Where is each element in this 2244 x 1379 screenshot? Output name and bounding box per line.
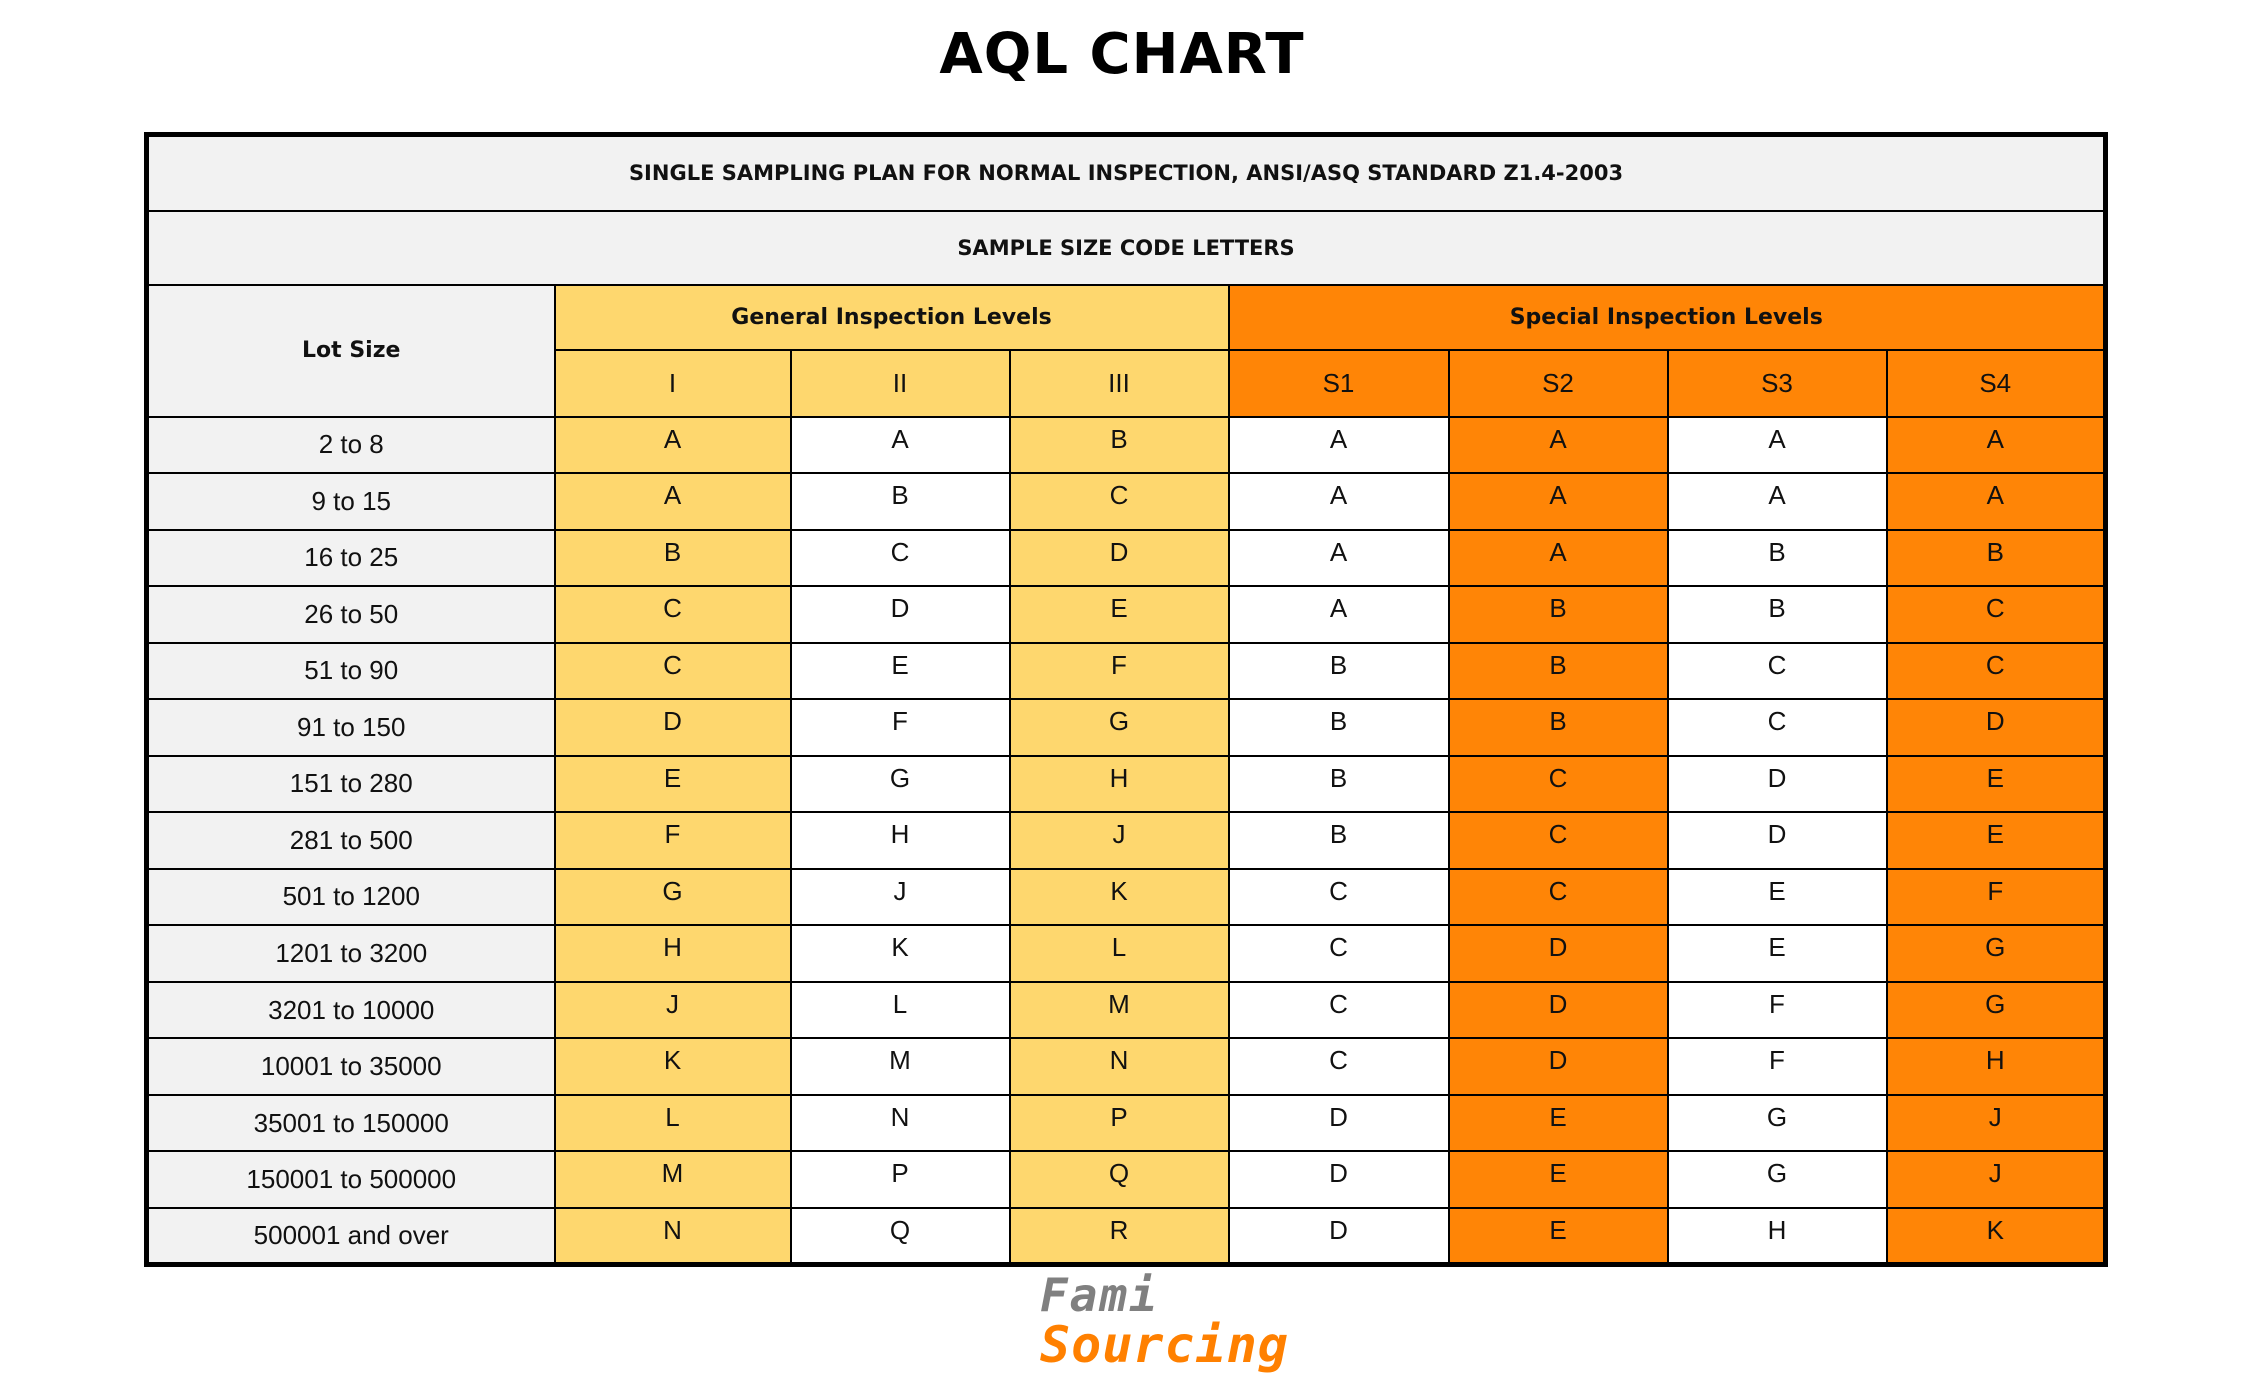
code-letter-cell: D bbox=[1668, 756, 1887, 813]
code-letter-cell: Q bbox=[1010, 1151, 1229, 1208]
code-letter-cell: H bbox=[1668, 1208, 1887, 1265]
code-letter-cell: M bbox=[1010, 982, 1229, 1039]
code-letter-cell: B bbox=[1668, 586, 1887, 643]
lot-size-cell: 35001 to 150000 bbox=[147, 1095, 555, 1152]
code-letter-cell: F bbox=[555, 812, 791, 869]
code-letter-cell: D bbox=[1229, 1095, 1449, 1152]
code-letter-cell: K bbox=[1887, 1208, 2106, 1265]
level-header-s3: S3 bbox=[1668, 350, 1887, 416]
code-letter-cell: P bbox=[1010, 1095, 1229, 1152]
code-letter-cell: N bbox=[791, 1095, 1010, 1152]
lot-size-cell: 51 to 90 bbox=[147, 643, 555, 700]
code-letter-cell: D bbox=[1449, 925, 1668, 982]
code-letter-cell: J bbox=[1010, 812, 1229, 869]
code-letter-cell: G bbox=[1010, 699, 1229, 756]
code-letter-cell: E bbox=[1449, 1151, 1668, 1208]
code-letter-cell: P bbox=[791, 1151, 1010, 1208]
code-letter-cell: M bbox=[791, 1038, 1010, 1095]
code-letter-cell: B bbox=[1010, 417, 1229, 474]
code-letter-cell: G bbox=[1668, 1151, 1887, 1208]
code-letter-cell: B bbox=[1229, 756, 1449, 813]
level-header-s4: S4 bbox=[1887, 350, 2106, 416]
general-levels-header: General Inspection Levels bbox=[555, 285, 1229, 350]
code-letter-cell: J bbox=[1887, 1151, 2106, 1208]
code-letter-cell: A bbox=[555, 473, 791, 530]
table-row bbox=[147, 643, 2106, 700]
code-letter-cell: C bbox=[1229, 925, 1449, 982]
code-letter-cell: Q bbox=[791, 1208, 1010, 1265]
code-letter-cell: A bbox=[791, 417, 1010, 474]
code-letter-cell: H bbox=[1887, 1038, 2106, 1095]
code-letter-cell: D bbox=[1887, 699, 2106, 756]
table-row bbox=[147, 586, 2106, 643]
lot-size-cell: 281 to 500 bbox=[147, 812, 555, 869]
code-letter-cell: C bbox=[555, 586, 791, 643]
code-letter-cell: A bbox=[1229, 417, 1449, 474]
code-letter-cell: E bbox=[1668, 869, 1887, 926]
table-row bbox=[147, 1095, 2106, 1152]
code-letter-cell: G bbox=[1668, 1095, 1887, 1152]
level-header-i: I bbox=[555, 350, 791, 416]
code-letter-cell: A bbox=[1229, 530, 1449, 587]
lot-size-cell: 500001 and over bbox=[147, 1208, 555, 1265]
code-letter-cell: B bbox=[1449, 643, 1668, 700]
code-letter-cell: C bbox=[1229, 869, 1449, 926]
code-letter-cell: N bbox=[1010, 1038, 1229, 1095]
code-letter-cell: C bbox=[1449, 812, 1668, 869]
code-letter-cell: J bbox=[555, 982, 791, 1039]
code-letter-cell: C bbox=[1449, 869, 1668, 926]
code-letter-cell: B bbox=[1229, 699, 1449, 756]
code-letter-cell: C bbox=[555, 643, 791, 700]
code-letter-cell: F bbox=[1668, 982, 1887, 1039]
code-letter-cell: C bbox=[1229, 1038, 1449, 1095]
table-row bbox=[147, 1038, 2106, 1095]
code-letter-cell: K bbox=[791, 925, 1010, 982]
code-letter-cell: C bbox=[1010, 473, 1229, 530]
code-letter-cell: E bbox=[791, 643, 1010, 700]
code-letter-cell: E bbox=[1668, 925, 1887, 982]
code-letter-cell: K bbox=[1010, 869, 1229, 926]
level-header-iii: III bbox=[1010, 350, 1229, 416]
lot-size-cell: 1201 to 3200 bbox=[147, 925, 555, 982]
logo-line-fami: Fami bbox=[1040, 1268, 1159, 1322]
code-letter-cell: F bbox=[791, 699, 1010, 756]
code-letter-cell: E bbox=[1449, 1095, 1668, 1152]
plan-title: SINGLE SAMPLING PLAN FOR NORMAL INSPECTION, ANSI/ASQ STANDARD Z1.4-2003 bbox=[147, 135, 2106, 211]
code-letter-cell: F bbox=[1887, 869, 2106, 926]
code-letter-cell: J bbox=[791, 869, 1010, 926]
page-title: AQL CHART bbox=[939, 22, 1305, 87]
table-row bbox=[147, 417, 2106, 474]
code-letter-cell: A bbox=[555, 417, 791, 474]
code-letter-cell: G bbox=[791, 756, 1010, 813]
table-subtitle: SAMPLE SIZE CODE LETTERS bbox=[147, 211, 2106, 285]
code-letter-cell: A bbox=[1449, 530, 1668, 587]
lot-size-cell: 26 to 50 bbox=[147, 586, 555, 643]
code-letter-cell: B bbox=[1668, 530, 1887, 587]
code-letter-cell: L bbox=[791, 982, 1010, 1039]
code-letter-cell: C bbox=[1668, 699, 1887, 756]
code-letter-cell: D bbox=[1668, 812, 1887, 869]
code-letter-cell: B bbox=[1229, 812, 1449, 869]
table-row bbox=[147, 530, 2106, 587]
lot-size-cell: 16 to 25 bbox=[147, 530, 555, 587]
code-letter-cell: F bbox=[1668, 1038, 1887, 1095]
code-letter-cell: D bbox=[1229, 1208, 1449, 1265]
table-row bbox=[147, 1208, 2106, 1265]
code-letter-cell: H bbox=[1010, 756, 1229, 813]
code-letter-cell: R bbox=[1010, 1208, 1229, 1265]
table-row bbox=[147, 925, 2106, 982]
code-letter-cell: F bbox=[1010, 643, 1229, 700]
code-letter-cell: G bbox=[1887, 982, 2106, 1039]
lot-size-cell: 91 to 150 bbox=[147, 699, 555, 756]
code-letter-cell: K bbox=[555, 1038, 791, 1095]
code-letter-cell: E bbox=[555, 756, 791, 813]
table-row bbox=[147, 982, 2106, 1039]
code-letter-cell: D bbox=[791, 586, 1010, 643]
code-letter-cell: B bbox=[1887, 530, 2106, 587]
code-letter-cell: C bbox=[791, 530, 1010, 587]
lot-size-cell: 150001 to 500000 bbox=[147, 1151, 555, 1208]
lot-size-cell: 151 to 280 bbox=[147, 756, 555, 813]
code-letter-cell: B bbox=[1449, 699, 1668, 756]
code-letter-cell: A bbox=[1887, 417, 2106, 474]
code-letter-cell: D bbox=[1229, 1151, 1449, 1208]
code-letter-cell: C bbox=[1449, 756, 1668, 813]
code-letter-cell: E bbox=[1010, 586, 1229, 643]
lot-size-cell: 3201 to 10000 bbox=[147, 982, 555, 1039]
level-header-s2: S2 bbox=[1449, 350, 1668, 416]
code-letter-cell: A bbox=[1449, 417, 1668, 474]
table-row bbox=[147, 756, 2106, 813]
code-letter-cell: L bbox=[555, 1095, 791, 1152]
code-letter-cell: D bbox=[1449, 1038, 1668, 1095]
code-letter-cell: N bbox=[555, 1208, 791, 1265]
lot-size-header: Lot Size bbox=[147, 285, 555, 417]
code-letter-cell: H bbox=[791, 812, 1010, 869]
code-letter-cell: G bbox=[555, 869, 791, 926]
code-letter-cell: J bbox=[1887, 1095, 2106, 1152]
code-letter-cell: C bbox=[1887, 586, 2106, 643]
lot-size-cell: 9 to 15 bbox=[147, 473, 555, 530]
lot-size-cell: 501 to 1200 bbox=[147, 869, 555, 926]
code-letter-cell: B bbox=[555, 530, 791, 587]
table-row bbox=[147, 812, 2106, 869]
table-row bbox=[147, 699, 2106, 756]
fami-sourcing-logo bbox=[1040, 1268, 1289, 1374]
lot-size-cell: 10001 to 35000 bbox=[147, 1038, 555, 1095]
code-letter-cell: E bbox=[1887, 812, 2106, 869]
lot-size-cell: 2 to 8 bbox=[147, 417, 555, 474]
code-letter-cell: A bbox=[1668, 417, 1887, 474]
code-letter-cell: A bbox=[1229, 586, 1449, 643]
code-letter-cell: L bbox=[1010, 925, 1229, 982]
code-letter-cell: A bbox=[1449, 473, 1668, 530]
table-row bbox=[147, 473, 2106, 530]
special-levels-header: Special Inspection Levels bbox=[1229, 285, 2106, 350]
code-letter-cell: A bbox=[1887, 473, 2106, 530]
code-letter-cell: D bbox=[1010, 530, 1229, 587]
table-row bbox=[147, 1151, 2106, 1208]
code-letter-cell: E bbox=[1887, 756, 2106, 813]
level-header-ii: II bbox=[791, 350, 1010, 416]
code-letter-cell: C bbox=[1229, 982, 1449, 1039]
code-letter-cell: B bbox=[1229, 643, 1449, 700]
code-letter-cell: A bbox=[1229, 473, 1449, 530]
code-letter-cell: D bbox=[1449, 982, 1668, 1039]
code-letter-cell: G bbox=[1887, 925, 2106, 982]
level-header-s1: S1 bbox=[1229, 350, 1449, 416]
table-row bbox=[147, 869, 2106, 926]
code-letter-cell: B bbox=[1449, 586, 1668, 643]
code-letter-cell: E bbox=[1449, 1208, 1668, 1265]
code-letter-cell: C bbox=[1668, 643, 1887, 700]
code-letter-cell: A bbox=[1668, 473, 1887, 530]
aql-table bbox=[144, 132, 2108, 1267]
code-letter-cell: B bbox=[791, 473, 1010, 530]
code-letter-cell: M bbox=[555, 1151, 791, 1208]
logo-line-sourcing: Sourcing bbox=[1040, 1316, 1289, 1374]
code-letter-cell: H bbox=[555, 925, 791, 982]
code-letter-cell: D bbox=[555, 699, 791, 756]
code-letter-cell: C bbox=[1887, 643, 2106, 700]
